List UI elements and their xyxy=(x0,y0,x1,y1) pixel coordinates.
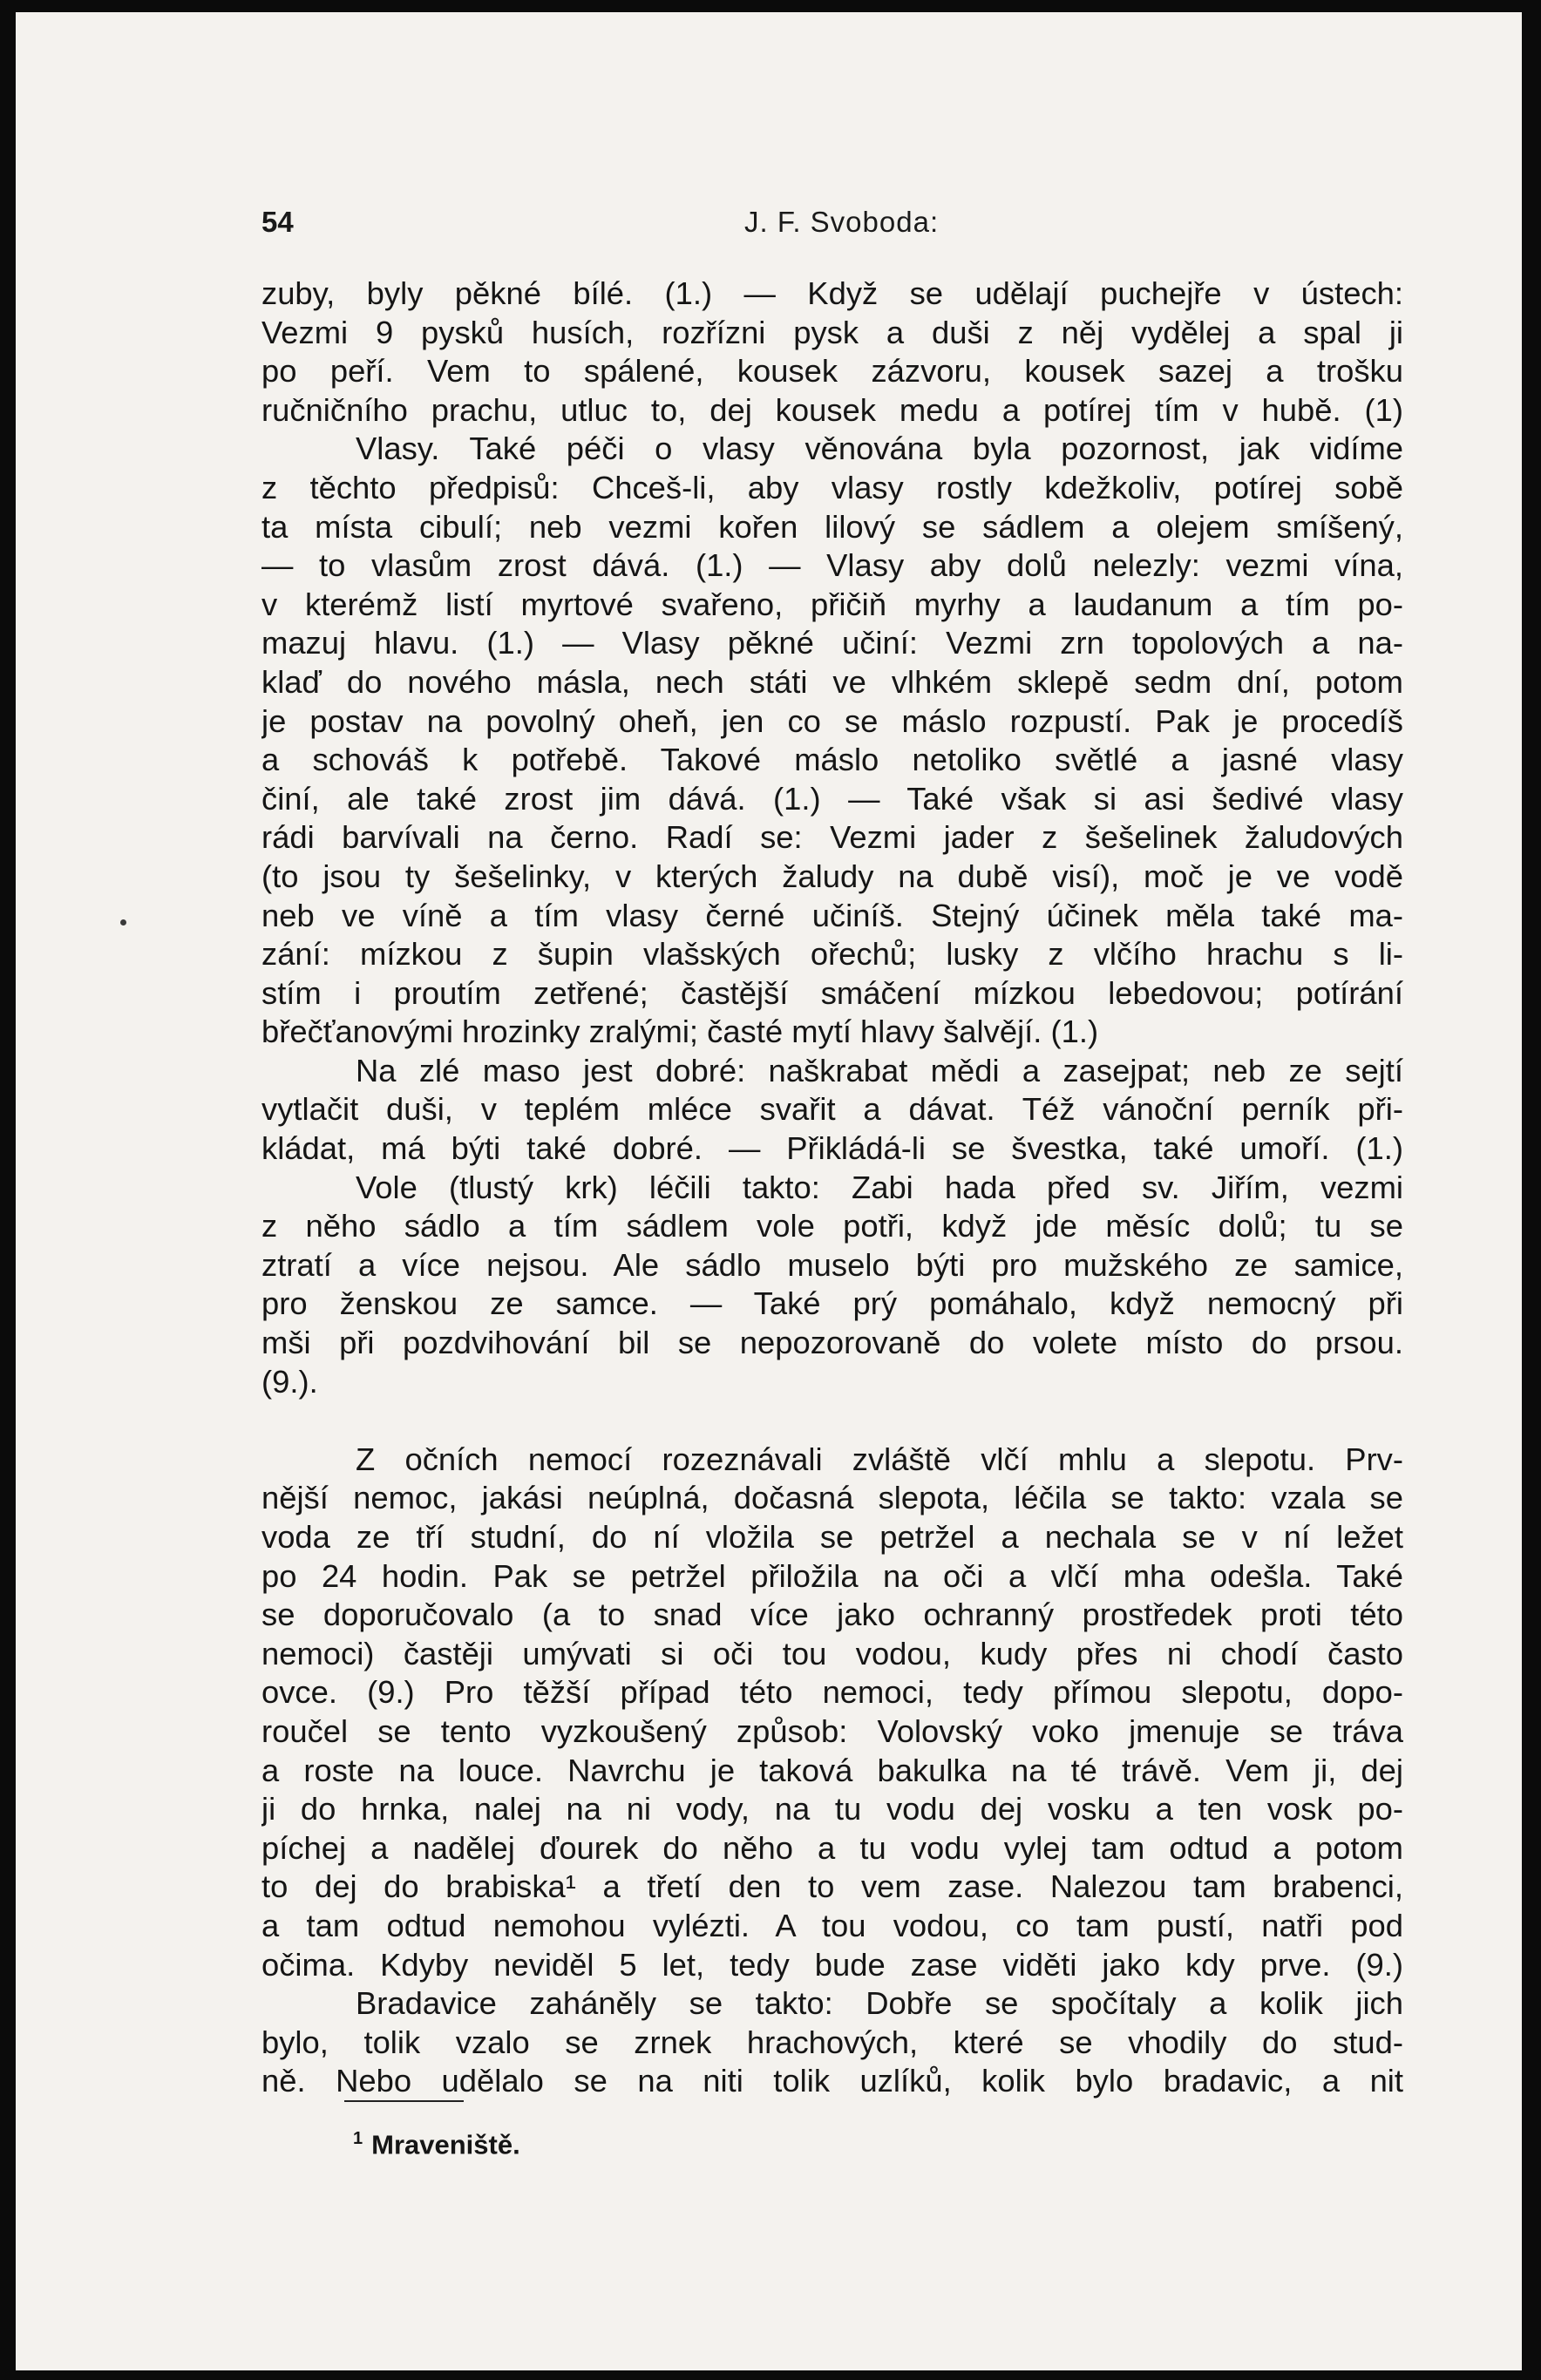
text-line: to dej do brabiska¹ a třetí den to vem zase. Nalezou tam brabenci, xyxy=(261,1868,1403,1905)
text-line: Z očních nemocí rozeznávali zvláště vlčí mhlu a slepotu. Prv- xyxy=(356,1441,1403,1477)
footnote-marker: 1 xyxy=(353,2129,363,2148)
text-line: — to vlasům zrost dává. (1.) — Vlasy aby dolů nelezly: vezmi vína, xyxy=(261,547,1403,584)
paragraph-gap xyxy=(261,1401,1403,1441)
paper-speck xyxy=(120,919,126,926)
footnote xyxy=(353,2129,520,2160)
footnote-rule xyxy=(344,2100,464,2102)
text-line: (9.). xyxy=(261,1363,318,1400)
text-line: roučel se tento vyzkoušený způsob: Volovský voko jmenuje se tráva xyxy=(261,1712,1403,1749)
text-line: neb ve víně a tím vlasy černé učiníš. Stejný účinek měla také ma- xyxy=(261,897,1403,933)
running-title: J. F. Svoboda: xyxy=(744,206,940,238)
text-line: břečťanovými hrozinky zralými; časté mytí hlavy šalvějí. (1.) xyxy=(261,1014,1099,1050)
text-line: Vlasy. Také péči o vlasy věnována byla pozornost, jak vidíme xyxy=(356,431,1403,467)
text-line: nější nemoc, jakási neúplná, dočasná slepota, léčila se takto: vzala se xyxy=(261,1480,1403,1516)
text-line: po peří. Vem to spálené, kousek zázvoru, kousek sazej a trošku xyxy=(261,353,1403,390)
text-line: mši při pozdvihování bil se nepozorovaně do volete místo do prsou. xyxy=(261,1325,1403,1361)
footnote-text: Mraveniště. xyxy=(371,2129,520,2160)
body-text xyxy=(261,275,1403,2101)
text-line: a schováš k potřebě. Takové máslo netoliko světlé a jasné vlasy xyxy=(261,742,1403,778)
text-line: voda ze tří studní, do ní vložila se petržel a nechala se v ní ležet xyxy=(261,1519,1403,1555)
text-line: ně. Nebo udělalo se na niti tolik uzlíků, kolik bylo bradavic, a nit xyxy=(261,2063,1403,2099)
text-line: ručničního prachu, utluc to, dej kousek medu a potírej tím v hubě. (1) xyxy=(261,391,1403,428)
text-line: Vole (tlustý krk) léčili takto: Zabi hada před sv. Jiřím, vezmi xyxy=(356,1169,1403,1205)
text-line: vytlačit duši, v teplém mléce svařit a dávat. Též vánoční perník při- xyxy=(261,1091,1403,1128)
text-line: (to jsou ty šešelinky, v kterých žaludy na dubě visí), moč je ve vodě xyxy=(261,858,1403,894)
text-line: rádi barvívali na černo. Radí se: Vezmi jader z šešelinek žaludových xyxy=(261,819,1403,856)
text-line: ztratí a více nejsou. Ale sádlo muselo býti pro mužského ze samice, xyxy=(261,1246,1403,1283)
text-line: očima. Kdyby neviděl 5 let, tedy bude zase viděti jako kdy prve. (9.) xyxy=(261,1946,1403,1983)
text-line: pro ženskou ze samce. — Také prý pomáhalo, když nemocný při xyxy=(261,1285,1403,1322)
text-line: ta místa cibulí; neb vezmi kořen lilový se sádlem a olejem smíšený, xyxy=(261,508,1403,545)
text-line: Vezmi 9 pysků husích, rozřízni pysk a duši z něj vydělej a spal ji xyxy=(261,314,1403,350)
text-line: mazuj hlavu. (1.) — Vlasy pěkné učiní: Vezmi zrn topolových a na- xyxy=(261,625,1403,661)
text-line: zuby, byly pěkné bílé. (1.) — Když se udělají puchejře v ústech: xyxy=(261,275,1403,311)
page-number: 54 xyxy=(261,206,294,238)
text-line: klaď do nového másla, nech státi ve vlhkém sklepě sedm dní, potom xyxy=(261,663,1403,700)
text-line: činí, ale také zrost jim dává. (1.) — Také však si asi šedivé vlasy xyxy=(261,780,1403,817)
text-line: ovce. (9.) Pro těžší případ této nemoci, tedy přímou slepotu, dopo- xyxy=(261,1674,1403,1711)
text-line: je postav na povolný oheň, jen co se máslo rozpustí. Pak je procedíš xyxy=(261,702,1403,739)
text-line: a roste na louce. Navrchu je taková bakulka na té trávě. Vem ji, dej xyxy=(261,1752,1403,1788)
text-line: z těchto předpisů: Chceš-li, aby vlasy rostly kdežkoliv, potírej sobě xyxy=(261,469,1403,505)
text-line: Bradavice zaháněly se takto: Dobře se spočítaly a kolik jich xyxy=(356,1985,1403,2022)
text-line: po 24 hodin. Pak se petržel přiložila na oči a vlčí mha odešla. Také xyxy=(261,1557,1403,1594)
text-line: z něho sádlo a tím sádlem vole potři, když jde měsíc dolů; tu se xyxy=(261,1208,1403,1244)
text-line: nemoci) častěji umývati si oči tou vodou, kudy přes ni chodí často xyxy=(261,1635,1403,1671)
text-line: a tam odtud nemohou vylézti. A tou vodou, co tam pustí, natři pod xyxy=(261,1907,1403,1943)
text-line: kládat, má býti také dobré. — Přikládá-li se švestka, také umoří. (1.) xyxy=(261,1130,1403,1167)
text-line: stím i proutím zetřené; častější smáčení mízkou lebedovou; potírání xyxy=(261,974,1403,1011)
text-line: ji do hrnka, nalej na ni vody, na tu vodu dej vosku a ten vosk po- xyxy=(261,1791,1403,1827)
text-line: se doporučovalo (a to snad více jako ochranný prostředek proti této xyxy=(261,1597,1403,1633)
page-header xyxy=(261,206,1434,244)
text-line: píchej a nadělej ďourek do něho a tu vodu vylej tam odtud a potom xyxy=(261,1829,1403,1866)
text-line: Na zlé maso jest dobré: naškrabat mědi a zasejpat; neb ze sejtí xyxy=(356,1052,1403,1088)
text-line: v kterémž listí myrtové svařeno, přičiň myrhy a laudanum a tím po- xyxy=(261,586,1403,622)
text-line: bylo, tolik vzalo se zrnek hrachových, které se vhodily do stud- xyxy=(261,2024,1403,2060)
text-line: zání: mízkou z šupin vlašských ořechů; lusky z vlčího hrachu s li- xyxy=(261,936,1403,973)
